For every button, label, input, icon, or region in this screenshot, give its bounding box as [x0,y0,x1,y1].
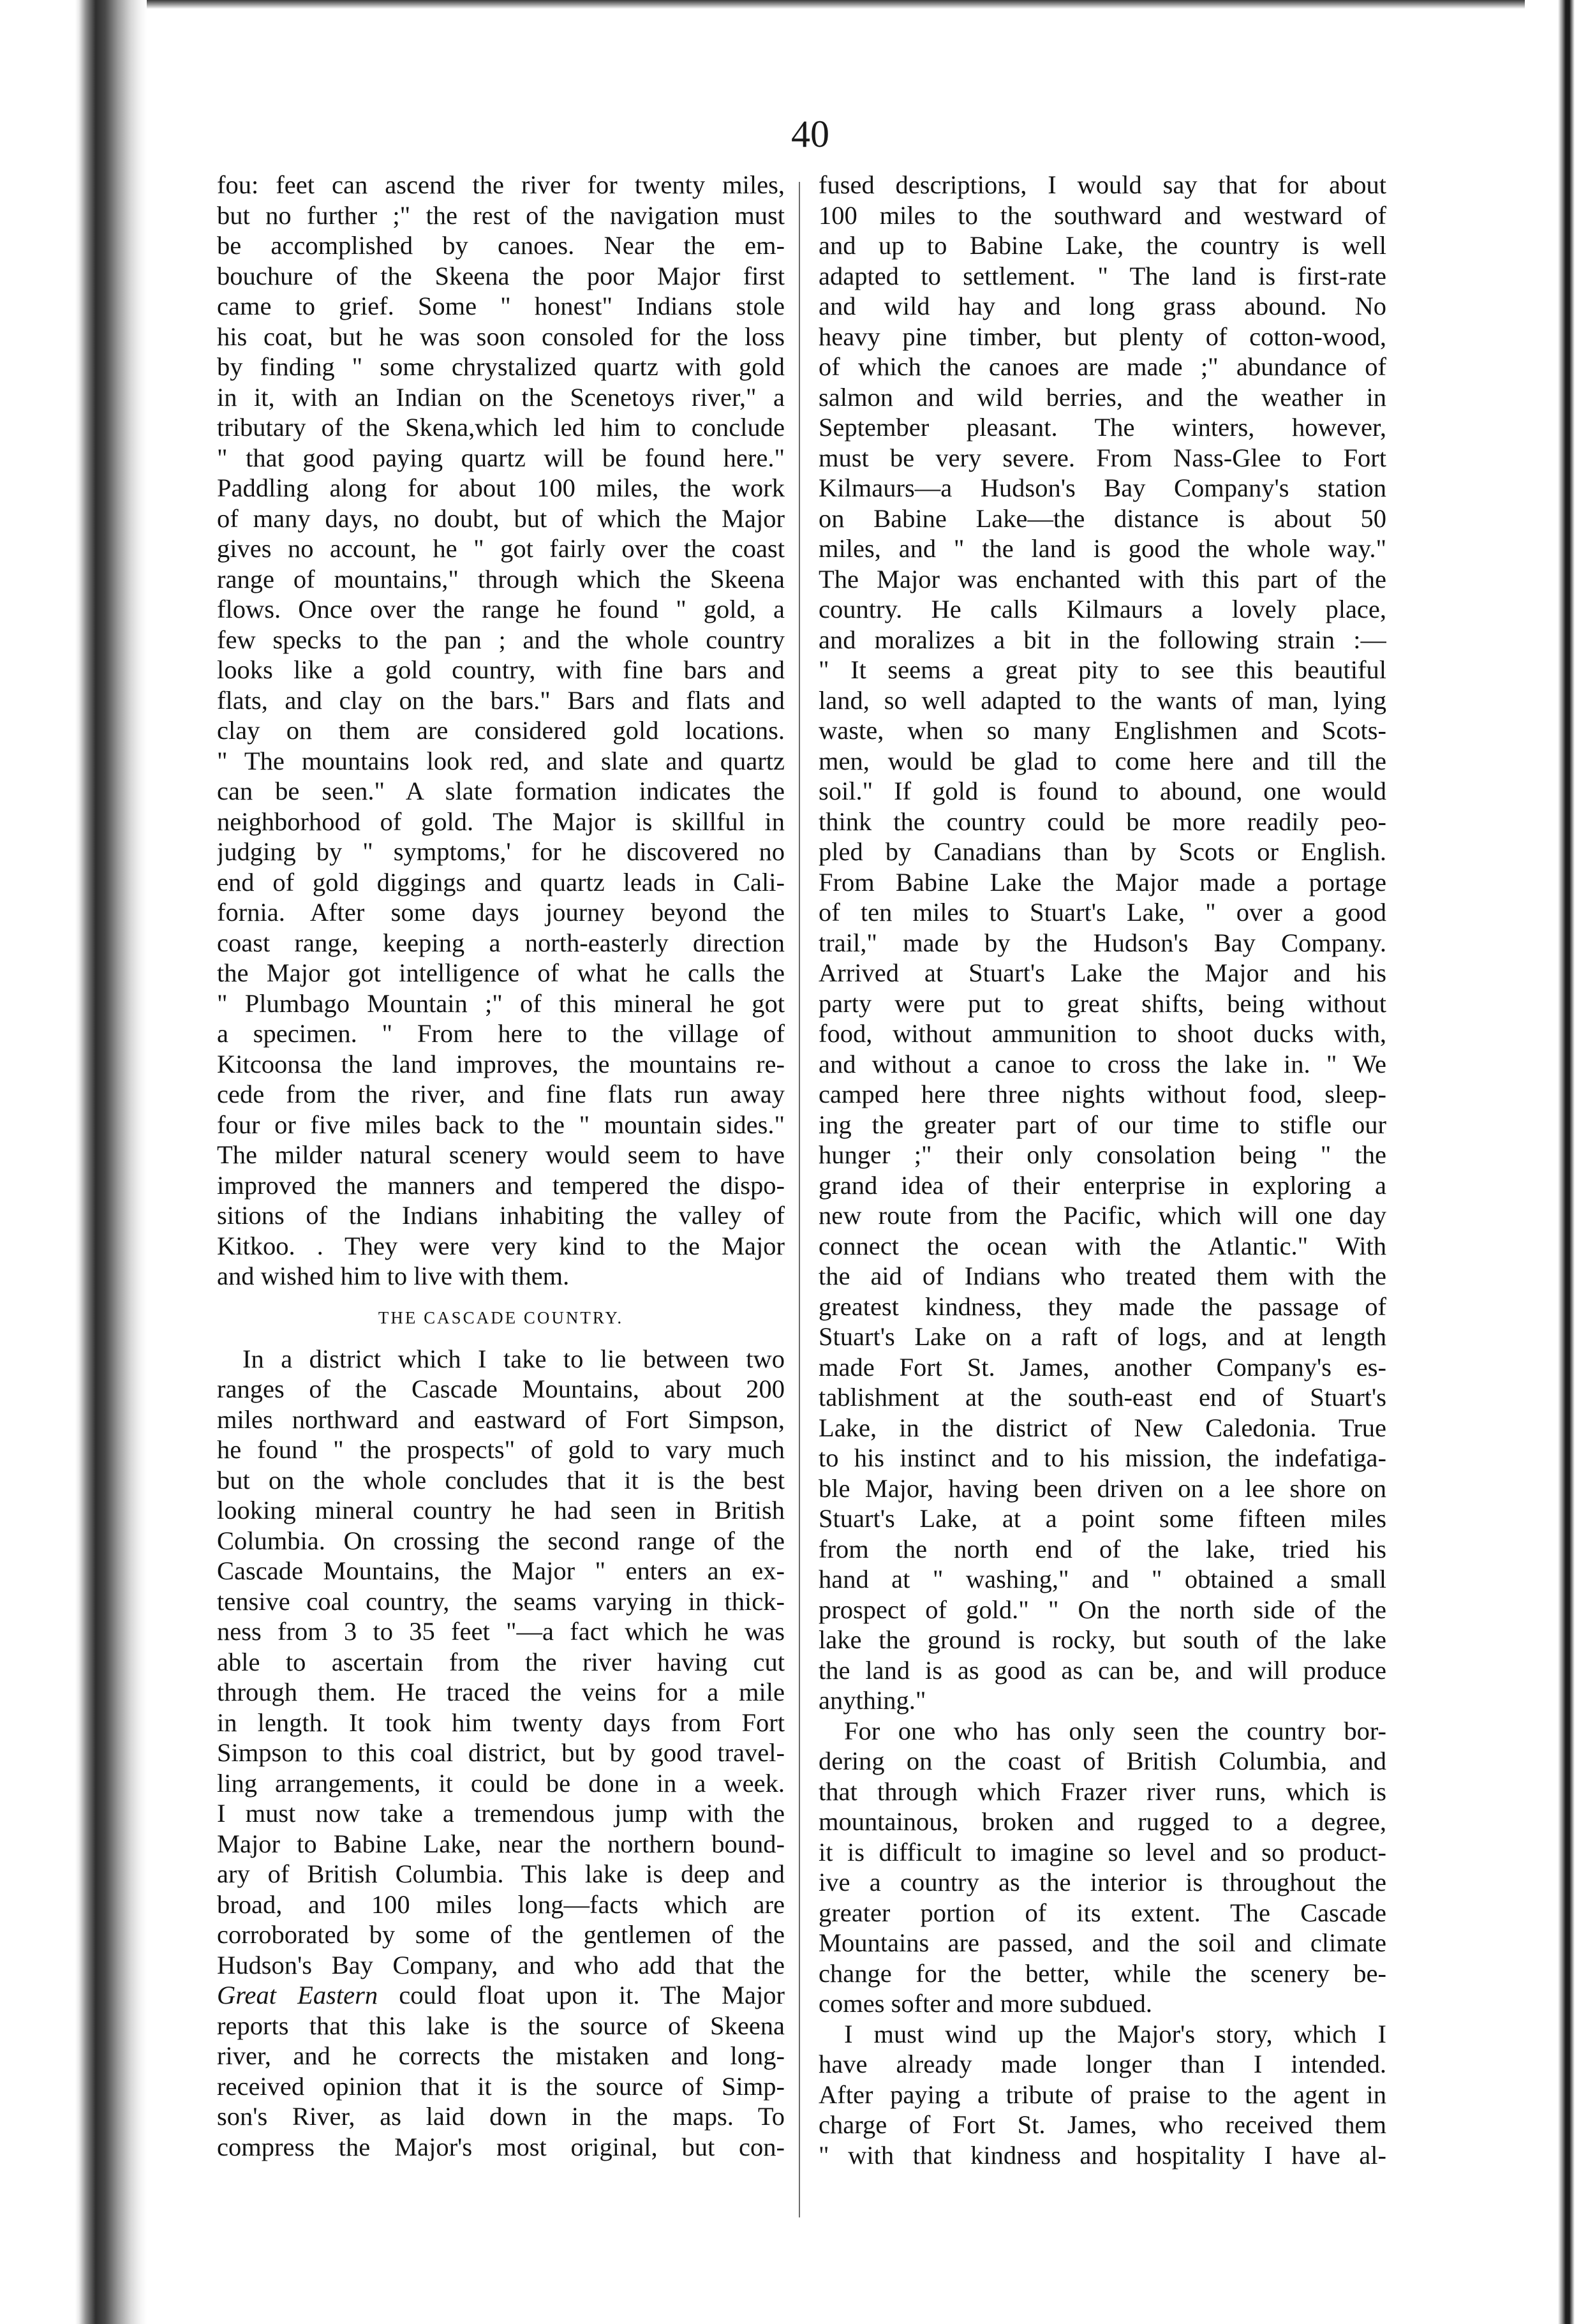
text-line: the Major got intelligence of what he calls the [217,958,785,987]
text-line: through them. He traced the veins for a mile [217,1678,785,1706]
text-line: salmon and wild berries, and the weather in [819,382,1386,412]
text-line: I must wind up the Major's story, which I [844,2019,1386,2048]
text-line: flats, and clay on the bars." Bars and flats and [217,685,785,715]
text-line: four or five miles back to the " mountain sides." [217,1110,785,1139]
text-line: " Plumbago Mountain ;" of this mineral he got [217,988,785,1018]
text-line: tensive coal country, the seams varying in thick- [217,1586,785,1616]
text-line: adapted to settlement. " The land is first-rate [819,261,1386,290]
text-line: that through which Frazer river runs, which is [819,1777,1386,1806]
text-line: After paying a tribute of praise to the agent in [819,2080,1386,2109]
text-line: looking mineral country he had seen in British [217,1496,785,1524]
text-line: Simpson to this coal district, but by good travel- [217,1738,785,1767]
text-line: to his instinct and to his mission, the indefatiga- [819,1443,1386,1472]
text-line: and wished him to live with them. [217,1262,570,1290]
text-line: In a district which I take to lie between two [242,1344,785,1373]
text-line: must be very severe. From Nass-Glee to Fort [819,443,1386,472]
ship-name-italic: Great Eastern [217,1981,378,2009]
column-divider [799,182,800,2217]
page-top-edge [147,0,1525,9]
text-line: of ten miles to Stuart's Lake, " over a good [819,898,1386,927]
text-line: prospect of gold." " On the north side of the [819,1595,1386,1624]
text-line: Stuart's Lake, at a point some fifteen miles [819,1504,1386,1533]
text-line: came to grief. Some " honest" Indians stole [217,292,785,320]
text-line: miles northward and eastward of Fort Simpson, [217,1404,785,1434]
text-line: tributary of the Skena,which led him to conclude [217,413,785,442]
text-line: pled by Canadians than by Scots or English. [819,837,1386,866]
text-line: neighborhood of gold. The Major is skillful in [217,807,785,836]
text-line: From Babine Lake the Major made a portage [819,867,1386,897]
text-line: The milder natural scenery would seem to have [217,1140,785,1169]
text-line: greater portion of its extent. The Cascade [819,1898,1386,1927]
text-line: Lake, in the district of New Caledonia. True [819,1413,1386,1442]
text-line: waste, when so many Englishmen and Scots- [819,716,1386,745]
text-line: and without a canoe to cross the lake in. " We [819,1049,1386,1078]
text-line: clay on them are considered gold locations. [217,716,785,745]
text-line: fou: feet can ascend the river for twenty miles, [217,170,785,199]
text-line: new route from the Pacific, which will one day [819,1201,1386,1230]
text-line: country. He calls Kilmaurs a lovely place, [819,595,1386,623]
text-line: Stuart's Lake on a raft of logs, and at length [819,1322,1386,1351]
text-line: men, would be glad to come here and till the [819,746,1386,775]
book-binding-edge [0,0,147,2324]
text-line: river, and he corrects the mistaken and long- [217,2041,785,2070]
text-line: ive a country as the interior is throughout the [819,1868,1386,1896]
text-line: cede from the river, and fine flats run away [217,1080,785,1108]
text-line: a specimen. " From here to the village of [217,1019,785,1048]
text-line: can be seen." A slate formation indicates the [217,777,785,805]
text-line: but on the whole concludes that it is the best [217,1465,785,1494]
text-line: Hudson's Bay Company, and who add that the [217,1950,785,1979]
text-line: charge of Fort St. James, who received them [819,2110,1386,2139]
text-line: soil." If gold is found to abound, one would [819,777,1386,805]
text-line: For one who has only seen the country bor- [844,1716,1386,1745]
text-line: anything." [819,1686,926,1715]
text-line: fused descriptions, I would say that for about [819,170,1386,199]
text-line: Mountains are passed, and the soil and climate [819,1928,1386,1957]
section-heading: THE CASCADE COUNTRY. [378,1307,624,1327]
text-line: bouchure of the Skeena the poor Major first [217,261,785,290]
text-line: ing the greater part of our time to stifle our [819,1110,1386,1139]
text-line: and wild hay and long grass abound. No [819,292,1386,320]
text-line: tablishment at the south-east end of Stuart's [819,1383,1386,1412]
text-line: Great Eastern could float upon it. The Major [217,1981,785,2009]
text-line: miles, and " the land is good the whole way." [819,534,1386,563]
text-line: ble Major, having been driven on a lee shore on [819,1473,1386,1503]
text-line: from the north end of the lake, tried his [819,1534,1386,1563]
text-line: ness from 3 to 35 feet "—a fact which he was [217,1617,785,1646]
text-line: Columbia. On crossing the second range of the [217,1526,785,1555]
text-line: by finding " some chrystalized quartz with gold [217,352,785,381]
text-line: mountainous, broken and rugged to a degree, [819,1807,1386,1836]
text-line: dering on the coast of British Columbia, and [819,1747,1386,1775]
page-number: 40 [791,113,829,155]
right-column-paragraphs [819,170,1386,2170]
text-line: received opinion that it is the source of Simp- [217,2071,785,2101]
text-line: " with that kindness and hospitality I have al- [819,2140,1386,2170]
text-line: judging by " symptoms,' for he discovered no [217,837,785,866]
text-line: fornia. After some days journey beyond the [217,898,785,927]
text-line: land, so well adapted to the wants of man, lying [819,685,1386,715]
text-line: have already made longer than I intended. [819,2050,1386,2078]
text-line: September pleasant. The winters, however, [819,413,1386,442]
left-column-section-text [217,1344,785,2163]
text-line: the aid of Indians who treated them with the [819,1262,1386,1290]
text-line: grand idea of their enterprise in exploring a [819,1170,1386,1200]
text-line: The Major was enchanted with this part of the [819,564,1386,593]
text-line: hand at " washing," and " obtained a small [819,1565,1386,1593]
text-line: on Babine Lake—the distance is about 50 [819,503,1386,533]
text-line: 100 miles to the southward and westward of [819,200,1386,230]
text-line: ling arrangements, it could be done in a week. [217,1768,785,1798]
text-line: and up to Babine Lake, the country is well [819,231,1386,260]
text-line: in length. It took him twenty days from Fort [217,1708,785,1737]
text-line: his coat, but he was soon consoled for the loss [217,322,785,351]
text-line: sitions of the Indians inhabiting the valley of [217,1201,785,1230]
text-line: able to ascertain from the river having cut [217,1647,785,1676]
left-column [217,170,785,2162]
text-line: corroborated by some of the gentlemen of the [217,1920,785,1949]
text-line: flows. Once over the range he found " gold, a [217,595,785,623]
text-line: coast range, keeping a north-easterly direction [217,928,785,957]
page-right-edge [1525,0,1595,2324]
text-line: be accomplished by canoes. Near the em- [217,231,785,260]
text-line: Paddling along for about 100 miles, the work [217,473,785,502]
text-line: comes softer and more subdued. [819,1989,1152,2018]
left-column-paragraphs [217,170,785,1292]
text-line: of many days, no doubt, but of which the Major [217,503,785,533]
text-line: son's River, as laid down in the maps. To [217,2102,785,2131]
text-line: ary of British Columbia. This lake is deep and [217,1859,785,1888]
text-line: of which the canoes are made ;" abundance of [819,352,1386,381]
text-line: he found " the prospects" of gold to vary much [217,1435,785,1464]
text-line: I must now take a tremendous jump with the [217,1799,785,1828]
text-line: Kitkoo. . They were very kind to the Major [217,1231,785,1260]
text-line: and moralizes a bit in the following strain :— [819,625,1386,654]
text-line: " It seems a great pity to see this beautiful [819,655,1386,684]
text-line: but no further ;" the rest of the navigation must [217,200,785,230]
text-line: think the country could be more readily peo- [819,807,1386,836]
text-line: camped here three nights without food, sleep- [819,1080,1386,1108]
text-line: broad, and 100 miles long—facts which are [217,1889,785,1919]
text-line: " that good paying quartz will be found here." [217,443,785,472]
text-line: Kilmaurs—a Hudson's Bay Company's station [819,473,1386,502]
text-line: " The mountains look red, and slate and quartz [217,746,785,775]
text-line: heavy pine timber, but plenty of cotton-wood, [819,322,1386,351]
text-line: ranges of the Cascade Mountains, about 200 [217,1374,785,1403]
text-line: trail," made by the Hudson's Bay Company. [819,928,1386,957]
text-line: it is difficult to imagine so level and so product- [819,1837,1386,1866]
text-line: improved the manners and tempered the dispo- [217,1170,785,1200]
text-line: hunger ;" their only consolation being " the [819,1140,1386,1169]
text-line: gives no account, he " got fairly over the coast [217,534,785,563]
right-column [819,170,1386,2170]
text-line: change for the better, while the scenery be- [819,1958,1386,1988]
text-line: few specks to the pan ; and the whole country [217,625,785,654]
text-line: in it, with an Indian on the Scenetoys river," a [217,382,785,412]
text-line: reports that this lake is the source of Skeena [217,2011,785,2040]
text-line: greatest kindness, they made the passage of [819,1292,1386,1321]
text-line: food, without ammunition to shoot ducks with, [819,1019,1386,1048]
text-line: looks like a gold country, with fine bars and [217,655,785,684]
text-line: connect the ocean with the Atlantic." With [819,1231,1386,1260]
text-line: Cascade Mountains, the Major " enters an ex- [217,1556,785,1585]
text-line: range of mountains," through which the Skeena [217,564,785,593]
text-line: the land is as good as can be, and will produce [819,1655,1386,1685]
text-line: lake the ground is rocky, but south of the lake [819,1625,1386,1654]
text-line: Major to Babine Lake, near the northern bound- [217,1829,785,1858]
text-line: compress the Major's most original, but con- [217,2132,785,2161]
text-line: end of gold diggings and quartz leads in Cali- [217,867,785,897]
text-line: made Fort St. James, another Company's es- [819,1352,1386,1382]
text-line: Arrived at Stuart's Lake the Major and his [819,958,1386,987]
text-line: party were put to great shifts, being without [819,988,1386,1018]
text-line: Kitcoonsa the land improves, the mountains re- [217,1049,785,1078]
